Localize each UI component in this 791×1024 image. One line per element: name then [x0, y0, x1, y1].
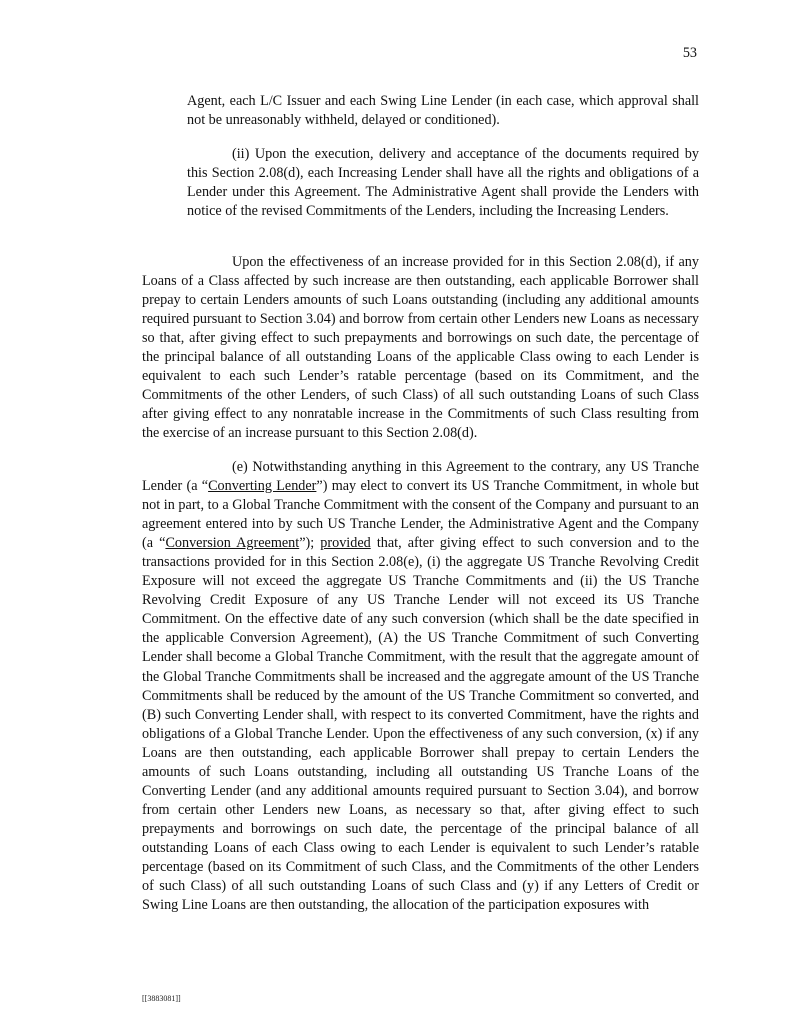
text-segment: ”) may elect to convert its US Tranche Commitment, in whole but not in part, to a Global Tranche Commitment with the consent of the Company and pursuant to an agreement entered into by such US Tranche Lender, the Administrative Agent and the Company (a “	[142, 478, 699, 552]
text-segment: ”);	[299, 535, 321, 552]
term-provided: provided	[320, 535, 371, 552]
text-segment: (e) Notwithstanding anything in this Agreement to the contrary, any US Tranche Lender (a “	[142, 459, 699, 495]
paragraph-increase-effectiveness: Upon the effectiveness of an increase provided for in this Section 2.08(d), if any Loans of a Class affected by such increase are then outstanding, each applicable Borrower shall prepay to certain Lenders amounts of such Loans outstanding (including any additional amounts required pursuant to Section 3.04) and borrow from certain other Lenders new Loans as necessary so that, after giving effect to such prepayments and borrowings on such date, the percentage of the principal balance of all outstanding Loans of the applicable Class owing to each Lender is equivalent to each such Lender’s ratable percentage (based on its Commitment, and the Commitments of the other Lenders, of such Class) of all such outstanding Loans of such Class after giving effect to any nonratable increase in the Commitments of such Class resulting from the exercise of an increase pursuant to this Section 2.08(d).	[142, 254, 699, 442]
paragraph-ii-increasing-lender: (ii) Upon the execution, delivery and acceptance of the documents required by this Section 2.08(d), each Increasing Lender shall have all the rights and obligations of a Lender under this Agreement. The Administrative Agent shall provide the Lenders with notice of the revised Commitments of the Lenders, including the Increasing Lenders.	[187, 146, 699, 220]
page-number: 53	[682, 45, 697, 61]
text-segment: that, after giving effect to such conversion and to the transactions provided for in this Section 2.08(e), (i) the aggregate US Tranche Revolving Credit Exposure will not exceed the aggregate US Tranche Commitments and (ii) the US Tranche Revolving Credit Exposure of any US Tranche Lender will not exceed its US Tranche Commitment. On the effective date of any such conversion (which shall be the date specified in the applicable Conversion Agreement), (A) the US Tranche Commitment of such Converting Lender shall become a Global Tranche Commitment, with the result that the aggregate amount of the Global Tranche Commitments shall be increased and the aggregate amount of the US Tranche Commitments shall be reduced by the amount of the US Tranche Commitment so converted, and (B) such Converting Lender shall, with respect to its converted Commitment, have the rights and obligations of a Global Tranche Lender. Upon the effectiveness of any such conversion, (x) if any Loans are then outstanding, each applicable Borrower shall prepay to certain Lenders the amounts of such Loans outstanding, including all outstanding US Tranche Loans of the Converting Lender (and any additional amounts required pursuant to Section 3.04), and borrow from certain other Lenders new Loans, as necessary so that, after giving effect to such prepayments and borrowings on such date, the percentage of the principal balance of all outstanding Loans of each Class owing to each Lender is equivalent to such Lender’s ratable percentage (based on its Commitment of such Class, and the Commitments of the other Lenders of such Class) of all such outstanding Loans of such Class and (y) if any Letters of Credit or Swing Line Loans are then outstanding, the allocation of the participation exposures with	[142, 535, 699, 914]
paragraph-e-conversion	[142, 458, 699, 915]
paragraph-approval-continuation: Agent, each L/C Issuer and each Swing Line Lender (in each case, which approval shall not be unreasonably withheld, delayed or conditioned).	[187, 93, 699, 129]
document-id-footer: [[3883081]]	[142, 994, 181, 1003]
defined-term-converting-lender: Converting Lender	[208, 478, 317, 495]
defined-term-conversion-agreement: Conversion Agreement	[165, 535, 300, 552]
